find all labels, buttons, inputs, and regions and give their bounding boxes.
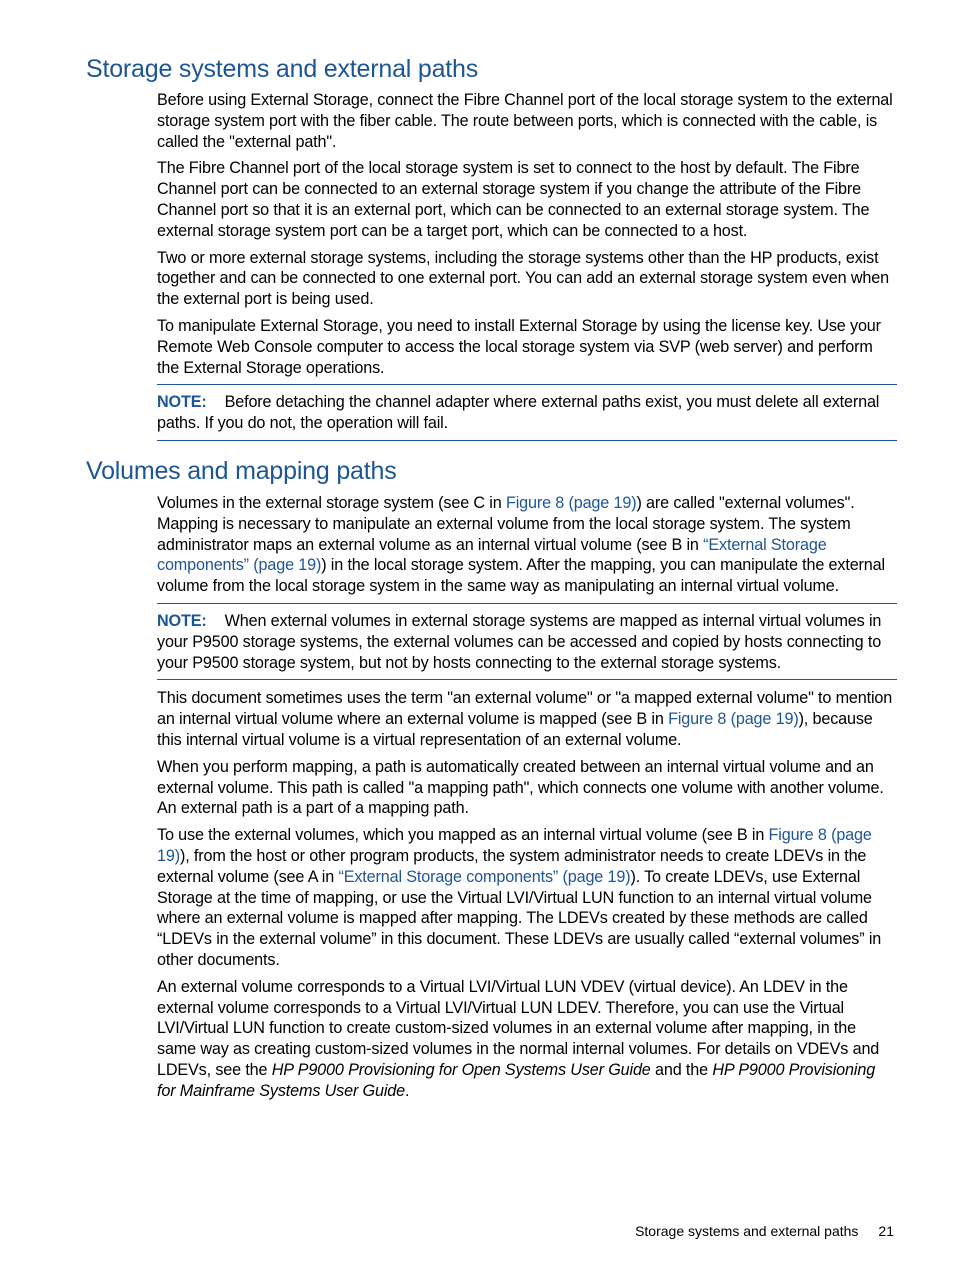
text-run: ), because this internal virtual volume is a virtual representation of an external volume. bbox=[157, 710, 873, 749]
text-run: . bbox=[404, 1081, 410, 1100]
text-run: To use the external volumes, which you mapped as an internal virtual volume (see B in bbox=[157, 826, 769, 845]
note-box bbox=[157, 384, 897, 441]
text-run: ), from the host or other program products, the system administrator needs to create LDEVs in the external volume (see A in bbox=[157, 846, 867, 886]
text-run: and the bbox=[650, 1060, 713, 1079]
paragraph: When you perform mapping, a path is automatically created between an internal virtual volume and an external volume. This path is called "a mapping path", which connects one volume with another volume. An external path is a part of a mapping path. bbox=[157, 757, 884, 818]
page-footer bbox=[635, 1222, 894, 1240]
paragraph: To manipulate External Storage, you need to install External Storage by using the license key. Use your Remote Web Console computer to access the local storage system via SVP (web server) and perform the External Storage operations. bbox=[157, 316, 881, 377]
external-storage-components-link[interactable]: “External Storage components” (page 19) bbox=[157, 535, 827, 575]
text-run: ) in the local storage system. After the mapping, you can manipulate the external volume from the local storage system in the same way as manipulating an internal virtual volume. bbox=[157, 556, 885, 596]
paragraph: The Fibre Channel port of the local storage system is set to connect to the host by default. The Fibre Channel port can be connected to an external storage system if you change the attribute of the Fibre Channel port so that it is an external port, which can be connected to an external storage system. The external storage system port can be a target port, which can be connected to a host. bbox=[157, 159, 870, 240]
figure-8-link[interactable]: Figure 8 (page 19) bbox=[668, 710, 799, 729]
note-text: Before detaching the channel adapter where external paths exist, you must delete all external paths. If you do not, the operation will fail. bbox=[157, 393, 880, 433]
note-text: When external volumes in external storage systems are mapped as internal virtual volumes in your P9500 storage systems, the external volumes can be accessed and copied by hosts connecting to your P9500 storage system, but not by hosts connecting to the external storage systems. bbox=[157, 611, 882, 672]
note-paragraph bbox=[157, 392, 897, 434]
text-run: Volumes in the external storage system (see C in bbox=[157, 494, 506, 512]
section-title-volumes-mapping: Volumes and mapping paths bbox=[86, 457, 397, 485]
text-run: An external volume corresponds to a Virtual LVI/Virtual LUN VDEV (virtual device). An LDEV in the external volume corresponds to a Virtual LVI/Virtual LUN LDEV. Therefore, you can use the Virtual LVI/Virtual LUN function to create custom-sized volumes in an external volume after mapping, in the same way as creating custom-sized volumes in the normal internal volumes. For details on VDEVs and LDEVs, see the bbox=[157, 977, 880, 1079]
page-number: 21 bbox=[878, 1223, 894, 1239]
text-run: This document sometimes uses the term "an external volume" or "a mapped external volume" to mention an internal virtual volume where an external volume is mapped (see B in bbox=[157, 689, 893, 729]
external-storage-components-link[interactable]: “External Storage components” (page 19) bbox=[338, 867, 631, 886]
note-paragraph bbox=[157, 611, 897, 673]
paragraph bbox=[157, 825, 897, 971]
guide-title: HP P9000 Provisioning for Open Systems User Guide bbox=[271, 1060, 651, 1079]
paragraph: Two or more external storage systems, including the storage systems other than the HP products, exist together and can be connected to one external port. You can add an external storage system even when the external port is being used. bbox=[157, 248, 889, 309]
section-title-storage-systems: Storage systems and external paths bbox=[86, 55, 479, 83]
paragraph bbox=[157, 493, 897, 597]
section-body-storage-systems bbox=[157, 90, 897, 441]
text-run: ). To create LDEVs, use External Storage at the time of mapping, or use the Virtual LVI/Virtual LUN function to an internal virtual volume where an external volume is mapped after mapping. The LDEVs created by these methods are called “LDEVs in the external volume” in this document. These LDEVs are usually called “external volumes” in other documents. bbox=[157, 867, 882, 969]
figure-8-link[interactable]: Figure 8 (page 19) bbox=[157, 826, 872, 865]
section-body-volumes-mapping bbox=[157, 493, 897, 1108]
note-label: NOTE: bbox=[157, 393, 207, 412]
paragraph: Before using External Storage, connect the Fibre Channel port of the local storage system to the external storage system port with the fiber cable. The route between ports, which is connected with the cable, is called the "external path". bbox=[157, 91, 893, 151]
figure-8-link[interactable]: Figure 8 (page 19) bbox=[505, 494, 637, 512]
paragraph bbox=[157, 688, 897, 750]
guide-title: HP P9000 Provisioning for Mainframe Systems User Guide bbox=[157, 1060, 876, 1100]
note-box bbox=[157, 603, 897, 680]
text-run: ) are called "external volumes". Mapping is necessary to manipulate an external volume from the local storage system. The system administrator maps an external volume as an internal virtual volume (see B in bbox=[157, 494, 855, 554]
note-label: NOTE: bbox=[157, 611, 207, 630]
running-title: Storage systems and external paths bbox=[635, 1223, 859, 1239]
paragraph bbox=[157, 977, 897, 1102]
